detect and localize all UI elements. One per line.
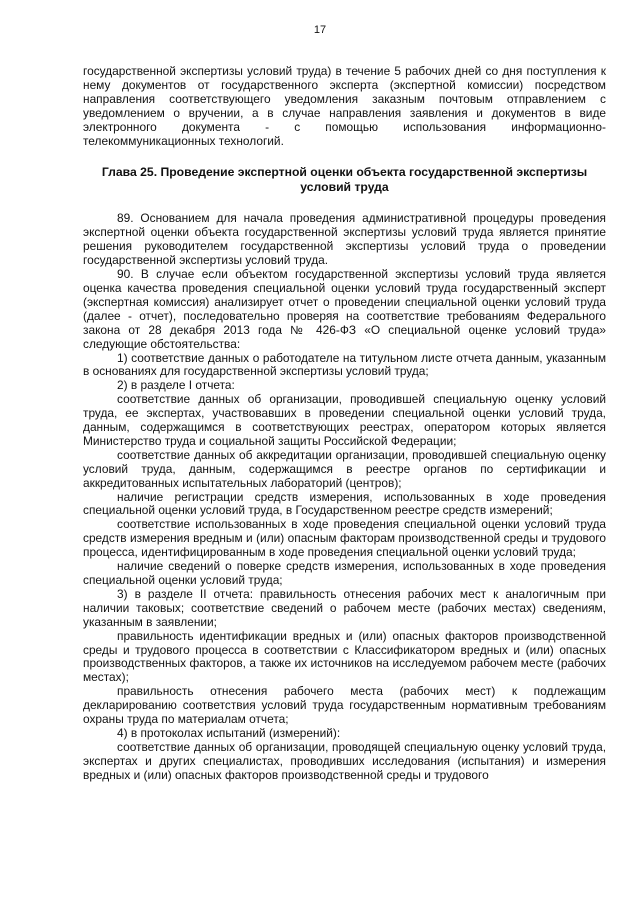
subitem-organization-data: соответствие данных об организации, проводившей специальную оценку условий труда, ее экспертах, участвовавших в проведении специальной оценки условий труда, данным, содержащимся в соответствующих реестрах, оператором которых является Министерство труда и социальной защиты Российской Федерации; [83, 392, 606, 448]
page-content [83, 65, 606, 783]
paragraph-90: 90. В случае если объектом государственной экспертизы условий труда является оценка качества проведения специальной оценки условий труда государственный эксперт (экспертная комиссия) анализирует отчет о проведении специальной оценки условий труда (далее - отчет), последовательно проверяя на соответствие требованиям Федерального закона от 28 декабря 2013 года № 426-ФЗ «О специальной оценке условий труда» следующие обстоятельства: [83, 267, 606, 351]
list-item-1: 1) соответствие данных о работодателе на титульном листе отчета данным, указанным в основаниях для государственной экспертизы условий труда; [83, 350, 606, 379]
chapter-heading: Глава 25. Проведение экспертной оценки объекта государственной экспертизы условий труда [101, 165, 588, 194]
list-item-3: 3) в разделе II отчета: правильность отнесения рабочих мест к аналогичным при наличии таковых; соответствие сведений о рабочем месте (рабочих местах) сведениям, указанным в заявлении; [83, 586, 606, 629]
list-item-2: 2) в разделе I отчета: [117, 378, 235, 393]
subitem-instrument-registration: наличие регистрации средств измерения, использованных в ходе проведения специальной оценки условий труда, в Государственном реестре средств измерений; [83, 489, 606, 518]
subitem-factor-identification: правильность идентификации вредных и (или) опасных факторов производственной среды и трудового процесса в соответствии с Классификатором вредных и (или) опасных производственных факторов, а также их источников на исследуемом рабочем месте (рабочих местах); [83, 628, 606, 685]
list-item-4: 4) в протоколах испытаний (измерений): [117, 725, 341, 740]
paragraph-89: 89. Основанием для начала проведения административной процедуры проведения экспертной оценки объекта государственной экспертизы условий труда является принятие решения руководителем государственной экспертизы условий труда о проведении государственной экспертизы условий труда. [83, 211, 606, 268]
subitem-declaration: правильность отнесения рабочего места (рабочих мест) к подлежащим декларированию соответствия условий труда государственным нормативным требованиям охраны труда по материалам отчета; [83, 684, 606, 727]
paragraph-continuation: государственной экспертизы условий труда) в течение 5 рабочих дней со дня поступления к нему документов от государственного эксперта (экспертной комиссии) посредством направления соответствующего уведомления заказным почтовым отправлением с уведомлением о вручении, а в случае направления заявления и документов в виде электронного документа - с помощью использования информационно-телекоммуникационных технологий. [83, 64, 606, 148]
subitem-instrument-conformity: соответствие использованных в ходе проведения специальной оценки условий труда средств измерения вредным и (или) опасным факторам производственной среды и трудового процесса, идентифицированным в ходе проведения специальной оценки условий труда; [83, 517, 606, 560]
subitem-accreditation-data: соответствие данных об аккредитации организации, проводившей специальную оценку условий труда, данным, содержащимся в реестре органов по сертификации и аккредитованных испытательных лабораторий (центров); [83, 447, 606, 490]
subitem-test-organization: соответствие данных об организации, проводящей специальную оценку условий труда, экспертах и других специалистах, проводивших исследования (испытания) и измерения вредных и (или) опасных факторов производственной среды и трудового [83, 739, 606, 782]
page-number: 17 [313, 24, 327, 36]
subitem-instrument-verification: наличие сведений о поверке средств измерения, использованных в ходе проведения специальной оценки условий труда; [83, 559, 606, 587]
